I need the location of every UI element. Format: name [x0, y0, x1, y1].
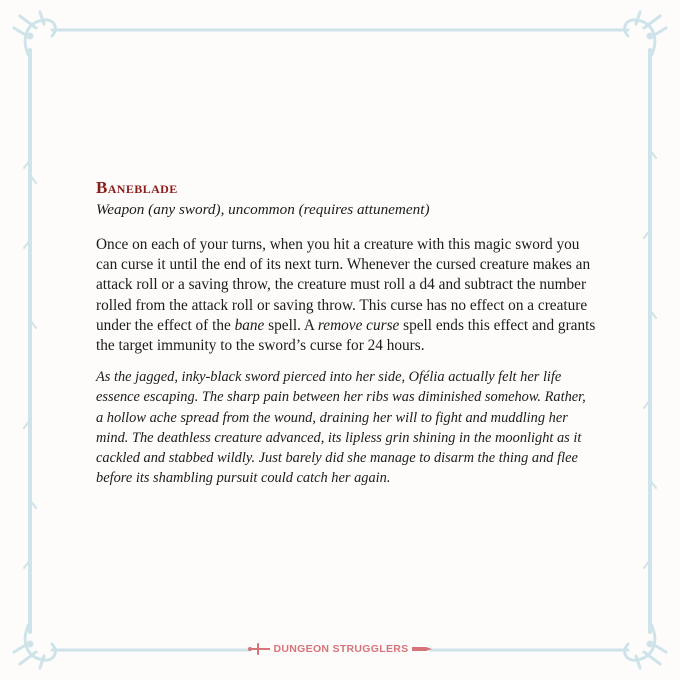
footer-brand [0, 638, 680, 660]
item-type-line: Weapon (any sword), uncommon (requires attunement) [96, 201, 430, 218]
sword-tip-icon [412, 643, 432, 655]
description-text-1: Once on each of your turns, when you hit a creature with this magic sword you can curse it until the end of its next turn. Whenever the cursed creature makes an attack roll or a saving throw, the creature must roll a d4 and subtract the number rolled from the attack roll or saving throw. This curse has no effect on a creature under the effect of the [96, 236, 591, 334]
spell-name-remove-curse: remove curse [317, 316, 400, 334]
sword-hilt-icon [248, 643, 270, 655]
flavor-text: As the jagged, inky-black sword pierced into her side, Ofélia actually felt her life essence escaping. The sharp pain between her ribs was diminished somehow. Rather, a hollow ache spread from the wound, draining her will to fight and muddling her mind. The deathless creature advanced, its lipless grin shining in the moonlight as it cackled and stabbed wildly. Just barely did she manage to disarm the thing and flee before its shambling pursuit could catch her again. [96, 369, 586, 487]
description-text-3: spell ends this effect and grants the target immunity to the sword’s curse for 24 hours. [96, 316, 596, 355]
item-card [96, 178, 596, 488]
description-text-2: spell. A [264, 316, 318, 334]
item-description [96, 235, 596, 356]
brand-name: DUNGEON STRUGGLERS [273, 643, 409, 655]
spell-name-bane: bane [234, 316, 265, 334]
item-title: Baneblade [96, 178, 178, 197]
